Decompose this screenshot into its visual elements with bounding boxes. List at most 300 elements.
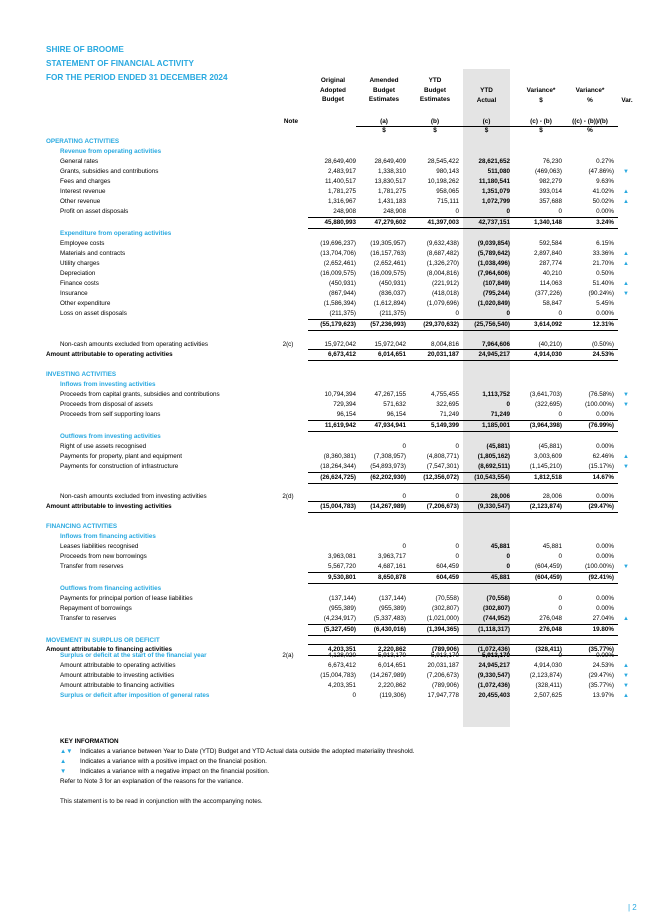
row-value: (40,210) xyxy=(538,341,562,348)
row-value: (450,931) xyxy=(329,280,356,287)
header-text: Budget xyxy=(423,86,446,94)
table-row xyxy=(0,187,653,197)
title-line-1: SHIRE OF BROOME xyxy=(46,45,124,54)
unit-a: $ xyxy=(382,127,386,134)
row-value: 20,031,187 xyxy=(427,662,459,669)
up-arrow-icon: ▲ xyxy=(60,758,67,765)
row-value: 13.97% xyxy=(592,692,614,699)
table-row xyxy=(0,573,653,583)
table-row xyxy=(0,269,653,279)
row-label: Payments for construction of infrastructure xyxy=(60,463,179,470)
row-value: 96,154 xyxy=(336,411,356,418)
table-row xyxy=(0,691,653,701)
row-value: 0 xyxy=(558,605,562,612)
subtotal-rule xyxy=(308,655,618,656)
table-row xyxy=(0,604,653,614)
row-value: 0 xyxy=(506,401,510,408)
section-label: Outflows from investing activities xyxy=(60,433,161,440)
row-value: 0 xyxy=(558,411,562,418)
row-label: Amount attributable to operating activities xyxy=(46,351,173,358)
row-value: 3,963,717 xyxy=(377,553,406,560)
row-value: 3.24% xyxy=(596,219,614,226)
subtotal-rule xyxy=(308,624,618,625)
row-value: 45,881 xyxy=(542,543,562,550)
section-label: Inflows from financing activities xyxy=(60,533,156,540)
table-row xyxy=(0,442,653,452)
row-value: (57,236,993) xyxy=(370,321,406,328)
code-c: (c) xyxy=(482,118,491,125)
row-value: (211,375) xyxy=(379,310,406,317)
row-value: 10,794,394 xyxy=(324,391,356,398)
row-value: 4,203,351 xyxy=(327,646,356,653)
row-label: Proceeds from new borrowings xyxy=(60,553,147,560)
row-value: (377,226) xyxy=(535,290,562,297)
row-value: 0 xyxy=(352,692,356,699)
row-value: (1,021,000) xyxy=(426,615,459,622)
row-value: 0 xyxy=(558,553,562,560)
row-value: 28,649,409 xyxy=(324,158,356,165)
subtotal-rule xyxy=(308,228,618,229)
key-note3: Refer to Note 3 for an explanation of the reasons for the variance. xyxy=(60,778,244,785)
row-value: 6,673,412 xyxy=(327,351,356,358)
row-value: 2,483,917 xyxy=(327,168,356,175)
row-value: (10,543,554) xyxy=(474,474,510,481)
row-value: 0 xyxy=(558,595,562,602)
variance-indicator-icon: ▲ xyxy=(623,454,629,460)
row-value: (25,756,540) xyxy=(474,321,510,328)
down-arrow-icon: ▼ xyxy=(60,768,67,775)
variance-indicator-icon: ▲ xyxy=(623,693,629,699)
row-value: (16,009,575) xyxy=(370,270,406,277)
row-value: (789,906) xyxy=(432,646,459,653)
table-row xyxy=(0,390,653,400)
row-note: 2(d) xyxy=(282,493,294,500)
row-value: (9,330,547) xyxy=(477,503,510,510)
row-value: (450,931) xyxy=(379,280,406,287)
row-value: 276,048 xyxy=(539,626,562,633)
row-value: 21.70% xyxy=(592,260,614,267)
subtotal-rule xyxy=(308,330,618,331)
row-value: (5,337,483) xyxy=(373,615,406,622)
row-value: 24.53% xyxy=(592,351,614,358)
row-value: 71,249 xyxy=(439,411,459,418)
subtotal-rule xyxy=(308,349,618,350)
row-value: 1,351,079 xyxy=(481,188,510,195)
table-row xyxy=(0,594,653,604)
section-label: Revenue from operating activities xyxy=(60,148,162,155)
row-value: 3,963,081 xyxy=(327,553,356,560)
row-value: (3,641,703) xyxy=(529,391,562,398)
row-value: 0.00% xyxy=(596,605,614,612)
header-text: Budget xyxy=(321,96,344,103)
subtotal-rule xyxy=(308,483,618,484)
row-value: 1,812,518 xyxy=(533,474,562,481)
row-value: (45,881) xyxy=(486,443,510,450)
row-value: 47,279,602 xyxy=(374,219,406,226)
row-value: (47.86%) xyxy=(588,168,614,175)
row-label: Surplus or deficit after imposition of general rates xyxy=(60,692,210,699)
row-value: 592,584 xyxy=(539,240,562,247)
row-value: (302,807) xyxy=(483,605,510,612)
row-value: (604,459) xyxy=(535,563,562,570)
row-label: Right of use assets recognised xyxy=(60,443,147,450)
header-text: Variance* xyxy=(526,87,556,94)
table-row xyxy=(0,320,653,330)
table-row xyxy=(0,279,653,289)
subtotal-rule xyxy=(308,420,618,421)
row-value: 0 xyxy=(558,652,562,659)
row-value: 0.00% xyxy=(596,493,614,500)
row-value: 958,065 xyxy=(436,188,459,195)
table-row xyxy=(0,473,653,483)
header-amended-budget xyxy=(360,76,408,105)
header-text: Estimates xyxy=(419,96,451,103)
row-label: Grants, subsidies and contributions xyxy=(60,168,159,175)
section-outflows-financing xyxy=(0,584,653,594)
code-pct: ((c) - (b))/(b) xyxy=(572,118,608,125)
row-value: 0 xyxy=(455,443,459,450)
row-label: Repayment of borrowings xyxy=(60,605,132,612)
row-value: 1,340,148 xyxy=(533,219,562,226)
row-value: (2,123,874) xyxy=(529,672,562,679)
row-value: 27.04% xyxy=(592,615,614,622)
row-value: (35.77%) xyxy=(588,682,614,689)
row-value: 13,830,517 xyxy=(374,178,406,185)
row-value: 276,048 xyxy=(539,615,562,622)
row-value: (15,004,783) xyxy=(320,672,356,679)
footer-statement: This statement is to be read in conjunction with the accompanying notes. xyxy=(60,798,263,805)
row-value: (2,123,874) xyxy=(529,503,562,510)
row-value: (14,267,989) xyxy=(370,672,406,679)
section-revenue-operating xyxy=(0,147,653,157)
subtotal-rule xyxy=(308,512,618,513)
table-row xyxy=(0,661,653,671)
row-value: 5,567,720 xyxy=(327,563,356,570)
row-label: Amount attributable to investing activities xyxy=(46,503,172,510)
key-heading xyxy=(60,737,119,747)
row-value: (107,849) xyxy=(483,280,510,287)
subtotal-rule xyxy=(308,360,618,361)
row-value: (19,305,957) xyxy=(370,240,406,247)
row-value: 0 xyxy=(455,543,459,550)
row-value: 28,006 xyxy=(490,493,510,500)
header-text: Adopted xyxy=(320,86,346,94)
row-value: (955,389) xyxy=(379,605,406,612)
row-value: 8,004,816 xyxy=(430,341,459,348)
row-value: (418,018) xyxy=(432,290,459,297)
row-value: 0.00% xyxy=(596,310,614,317)
subtotal-rule xyxy=(308,635,618,636)
row-value: 0.00% xyxy=(596,652,614,659)
row-value: 14.67% xyxy=(592,474,614,481)
row-value: 3,614,092 xyxy=(533,321,562,328)
section-expenditure-operating xyxy=(0,229,653,239)
row-value: (1,118,317) xyxy=(478,626,510,633)
row-value: (55,179,623) xyxy=(320,321,356,328)
section-label: OPERATING ACTIVITIES xyxy=(46,138,120,145)
row-value: (14,267,989) xyxy=(370,503,406,510)
subtotal-rule xyxy=(308,217,618,218)
row-value: (15,004,783) xyxy=(320,503,356,510)
row-value: 24,945,217 xyxy=(478,351,510,358)
variance-indicator-icon: ▼ xyxy=(623,464,629,470)
row-value: (76.99%) xyxy=(588,422,614,429)
row-value: (26,624,725) xyxy=(320,474,356,481)
variance-indicator-icon: ▲ xyxy=(623,616,629,622)
table-row xyxy=(0,614,653,624)
section-outflows-investing xyxy=(0,432,653,442)
row-label: Employee costs xyxy=(60,240,105,247)
row-value: 2,897,840 xyxy=(533,250,562,257)
row-value: (1,072,436) xyxy=(477,682,510,689)
row-value: 0 xyxy=(506,208,510,215)
section-financing xyxy=(0,522,653,532)
code-b: (b) xyxy=(430,118,440,125)
section-label: Outflows from financing activities xyxy=(60,585,162,592)
row-value: 0.00% xyxy=(596,208,614,215)
row-label: Loss on asset disposals xyxy=(60,310,127,317)
row-value: (6,430,016) xyxy=(373,626,406,633)
row-value: (19,696,237) xyxy=(320,240,356,247)
row-value: 96,154 xyxy=(386,411,406,418)
row-value: 40,210 xyxy=(542,270,562,277)
row-value: (35.77%) xyxy=(588,646,614,653)
key-text: Indicates a variance between Year to Date (YTD) Budget and YTD Actual data outside the adopted materiality threshold. xyxy=(80,748,415,755)
variance-indicator-icon: ▲ xyxy=(623,251,629,257)
row-value: 729,394 xyxy=(333,401,356,408)
row-value: 715,111 xyxy=(437,198,459,205)
row-label: Insurance xyxy=(60,290,88,297)
row-value: (15.17%) xyxy=(588,463,614,470)
row-value: 6.15% xyxy=(596,240,614,247)
title-line-2: STATEMENT OF FINANCIAL ACTIVITY xyxy=(46,59,194,68)
variance-indicator-icon: ▲ xyxy=(623,199,629,205)
row-value: (211,375) xyxy=(329,310,356,317)
row-label: Other revenue xyxy=(60,198,101,205)
table-row xyxy=(0,625,653,635)
row-value: (29.47%) xyxy=(588,503,614,510)
row-label: Proceeds from disposal of assets xyxy=(60,401,153,408)
row-label: Non-cash amounts excluded from investing activities xyxy=(60,493,207,500)
row-value: 6,014,651 xyxy=(377,662,406,669)
variance-indicator-icon: ▼ xyxy=(623,683,629,689)
row-value: 4,128,020 xyxy=(327,652,356,659)
row-value: 0 xyxy=(455,553,459,560)
table-row xyxy=(0,249,653,259)
row-value: 1,185,001 xyxy=(481,422,510,429)
row-value: (955,389) xyxy=(329,605,356,612)
table-row xyxy=(0,542,653,552)
row-value: (92.41%) xyxy=(588,574,614,581)
row-value: 5,149,399 xyxy=(430,422,459,429)
row-value: (13,704,706) xyxy=(320,250,356,257)
variance-indicator-icon: ▼ xyxy=(623,402,629,408)
code-a: (a) xyxy=(380,118,388,125)
row-value: (744,952) xyxy=(483,615,510,622)
row-value: 41,397,003 xyxy=(427,219,459,226)
section-label: INVESTING ACTIVITIES xyxy=(46,371,117,378)
subtotal-rule xyxy=(308,644,618,645)
table-row xyxy=(0,299,653,309)
section-label: FINANCING ACTIVITIES xyxy=(46,523,118,530)
row-value: (604,459) xyxy=(535,574,562,581)
row-label: Fees and charges xyxy=(60,178,111,185)
row-value: (100.00%) xyxy=(584,563,614,570)
row-value: (1,394,365) xyxy=(426,626,459,633)
row-value: (137,144) xyxy=(329,595,356,602)
table-row xyxy=(0,671,653,681)
row-value: (328,411) xyxy=(535,646,562,653)
variance-indicator-icon: ▼ xyxy=(623,392,629,398)
section-operating xyxy=(0,137,653,147)
row-value: (789,906) xyxy=(432,682,459,689)
row-value: 76,230 xyxy=(542,158,562,165)
row-value: (7,964,606) xyxy=(477,270,510,277)
row-label: Payments for principal portion of lease liabilities xyxy=(60,595,193,602)
row-value: 2,220,862 xyxy=(377,682,406,689)
row-value: (1,038,496) xyxy=(477,260,510,267)
row-label: Payments for property, plant and equipment xyxy=(60,453,183,460)
variance-indicator-icon: ▲ xyxy=(623,189,629,195)
header-text: $ xyxy=(539,96,543,104)
header-underline xyxy=(356,126,618,127)
section-inflows-investing xyxy=(0,380,653,390)
subtotal-rule xyxy=(308,319,618,320)
row-value: (90.24%) xyxy=(588,290,614,297)
row-value: 1,431,183 xyxy=(377,198,406,205)
section-investing xyxy=(0,370,653,380)
row-value: (29.47%) xyxy=(588,672,614,679)
row-value: 12.31% xyxy=(592,321,614,328)
row-note: 2(a) xyxy=(282,652,294,659)
row-value: (8,692,511) xyxy=(478,463,510,470)
row-value: 11,180,541 xyxy=(478,178,510,185)
row-value: 62.46% xyxy=(592,453,614,460)
subtotal-rule xyxy=(308,431,618,432)
table-row xyxy=(0,452,653,462)
row-value: (8,687,482) xyxy=(426,250,459,257)
row-value: 0 xyxy=(558,310,562,317)
subtotal-rule xyxy=(308,501,618,502)
variance-indicator-icon: ▼ xyxy=(623,169,629,175)
row-label: Finance costs xyxy=(60,280,99,287)
table-row xyxy=(0,177,653,187)
row-value: 1,072,799 xyxy=(481,198,510,205)
row-value: (70,558) xyxy=(486,595,510,602)
row-value: 0.50% xyxy=(596,270,614,277)
row-value: 28,649,409 xyxy=(374,158,406,165)
row-value: 17,947,778 xyxy=(427,692,459,699)
row-value: 24.53% xyxy=(592,662,614,669)
row-value: (62,202,930) xyxy=(370,474,406,481)
row-value: 15,972,042 xyxy=(324,341,356,348)
row-value: 982,279 xyxy=(539,178,562,185)
row-value: (16,009,575) xyxy=(320,270,356,277)
row-value: (2,652,461) xyxy=(373,260,406,267)
header-text: Actual xyxy=(476,96,497,104)
key-positive xyxy=(60,757,267,767)
table-row xyxy=(0,410,653,420)
row-label: Depreciation xyxy=(60,270,96,277)
header-text: Estimates xyxy=(368,96,400,103)
subtotal-rule xyxy=(308,583,618,584)
table-row xyxy=(0,562,653,572)
key-text: Indicates a variance with a negative impact on the financial position. xyxy=(80,768,270,775)
row-value: 0.00% xyxy=(596,595,614,602)
row-value: 248,908 xyxy=(333,208,356,215)
row-value: (302,807) xyxy=(432,605,459,612)
row-value: 4,687,161 xyxy=(377,563,406,570)
row-value: 11,619,942 xyxy=(324,422,356,429)
row-value: 9.63% xyxy=(596,178,614,185)
header-text: Amended xyxy=(369,77,399,84)
row-label: Proceeds from self supporting loans xyxy=(60,411,161,418)
row-value: (322,695) xyxy=(535,401,562,408)
table-row xyxy=(0,350,653,360)
unit-pct: % xyxy=(587,127,593,134)
row-value: 6,014,651 xyxy=(377,351,406,358)
row-value: 19.80% xyxy=(592,626,614,633)
header-text: YTD xyxy=(480,87,493,94)
unit-b: $ xyxy=(433,127,437,134)
table-row xyxy=(0,309,653,319)
row-value: 15,972,042 xyxy=(374,341,406,348)
row-value: 71,249 xyxy=(490,411,510,418)
row-value: (4,808,771) xyxy=(426,453,459,460)
row-value: 4,914,030 xyxy=(533,662,562,669)
row-label: Transfer to reserves xyxy=(60,615,117,622)
header-text: % xyxy=(587,96,593,104)
unit-var: $ xyxy=(539,127,543,134)
row-value: 604,459 xyxy=(436,563,459,570)
row-value: 6,673,412 xyxy=(327,662,356,669)
table-row xyxy=(0,157,653,167)
row-value: (76.58%) xyxy=(588,391,614,398)
row-value: 11,400,517 xyxy=(324,178,356,185)
row-value: (1,612,894) xyxy=(373,300,406,307)
row-value: 4,203,351 xyxy=(327,682,356,689)
section-label: Expenditure from operating activities xyxy=(60,230,172,237)
header-note: Note xyxy=(283,118,299,125)
row-label: Surplus or deficit at the start of the financial year xyxy=(60,652,207,659)
row-value: (3,964,398) xyxy=(529,422,562,429)
header-ytd-budget xyxy=(410,76,460,105)
variance-indicator-icon: ▼ xyxy=(623,673,629,679)
title-line-3: FOR THE PERIOD ENDED 31 DECEMBER 2024 xyxy=(46,73,228,82)
row-value: 41.02% xyxy=(592,188,614,195)
row-value: 0.00% xyxy=(596,411,614,418)
variance-indicator-icon: ▲ xyxy=(623,261,629,267)
row-value: (8,360,381) xyxy=(323,453,356,460)
row-value: (119,306) xyxy=(379,692,406,699)
row-label: Amount attributable to financing activities xyxy=(60,682,175,689)
row-value: (795,244) xyxy=(483,290,510,297)
row-value: 571,632 xyxy=(383,401,406,408)
up-down-arrow-icon: ▲▼ xyxy=(60,748,73,755)
row-value: (1,586,394) xyxy=(323,300,356,307)
table-row xyxy=(0,681,653,691)
table-row xyxy=(0,421,653,431)
row-value: 980,143 xyxy=(436,168,459,175)
row-value: 58,847 xyxy=(542,300,562,307)
table-row xyxy=(0,502,653,512)
row-value: (7,206,673) xyxy=(426,672,459,679)
row-value: 45,880,993 xyxy=(324,219,356,226)
row-value: (9,039,854) xyxy=(477,240,510,247)
row-label: Transfer from reserves xyxy=(60,563,124,570)
row-value: (328,411) xyxy=(535,682,562,689)
row-value: 5,913,170 xyxy=(377,652,406,659)
